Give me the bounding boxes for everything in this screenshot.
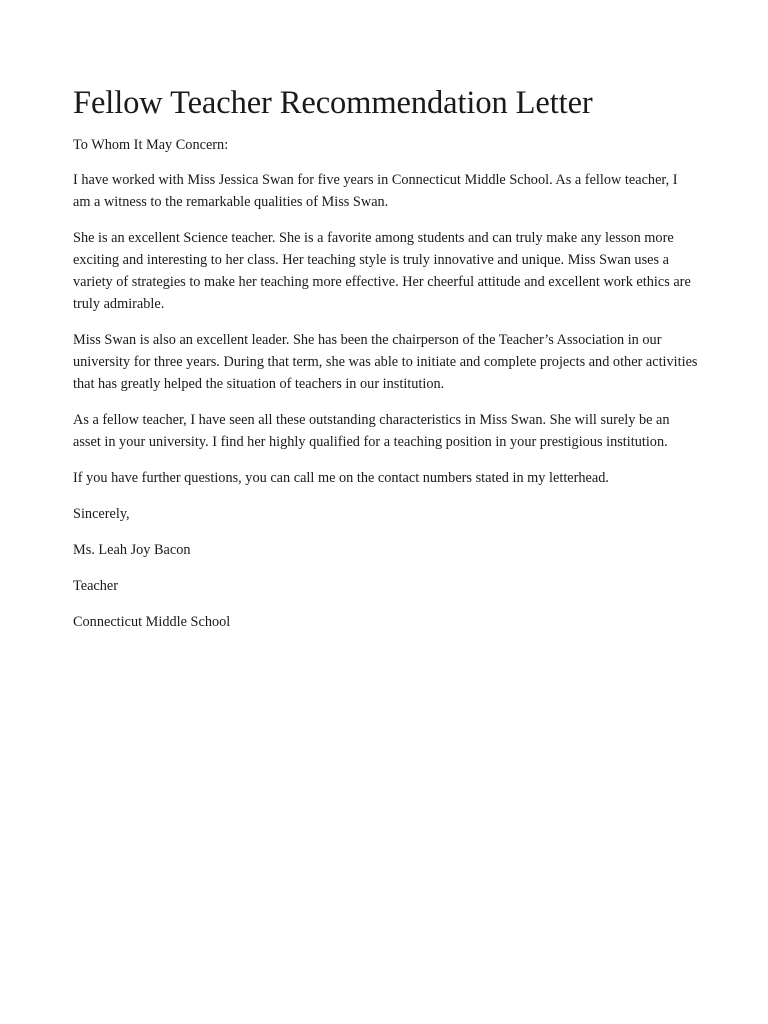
paragraph-introduction: I have worked with Miss Jessica Swan for five years in Connecticut Middle School. As a fellow teacher, I am a witness to the remarkable qualities of Miss Swan. [73, 172, 678, 210]
signature-name: Ms. Leah Joy Bacon [73, 542, 191, 558]
letter-page [73, 84, 698, 647]
paragraph-teaching-qualities: She is an excellent Science teacher. She is a favorite among students and can truly make any lesson more exciting and interesting to her class. Her teaching style is truly innovative and unique. Miss Swan uses a variety of strategies to make her teaching more effective. Her cheerful attitude and excellent work ethics are truly admirable. [73, 230, 691, 312]
paragraph-recommendation: As a fellow teacher, I have seen all these outstanding characteristics in Miss Swan. She will surely be an asset in your university. I find her highly qualified for a teaching position in your prestigious institution. [73, 412, 670, 450]
salutation: To Whom It May Concern: [73, 137, 229, 153]
closing: Sincerely, [73, 506, 130, 522]
signature-organization: Connecticut Middle School [73, 614, 231, 630]
paragraph-leadership: Miss Swan is also an excellent leader. She has been the chairperson of the Teacher’s Association in our university for three years. During that term, she was able to initiate and complete projects and other activities that has greatly helped the situation of teachers in our institution. [73, 332, 698, 392]
paragraph-contact: If you have further questions, you can call me on the contact numbers stated in my letterhead. [73, 470, 609, 486]
signature-position: Teacher [73, 578, 119, 594]
letter-title: Fellow Teacher Recommendation Letter [73, 85, 593, 121]
